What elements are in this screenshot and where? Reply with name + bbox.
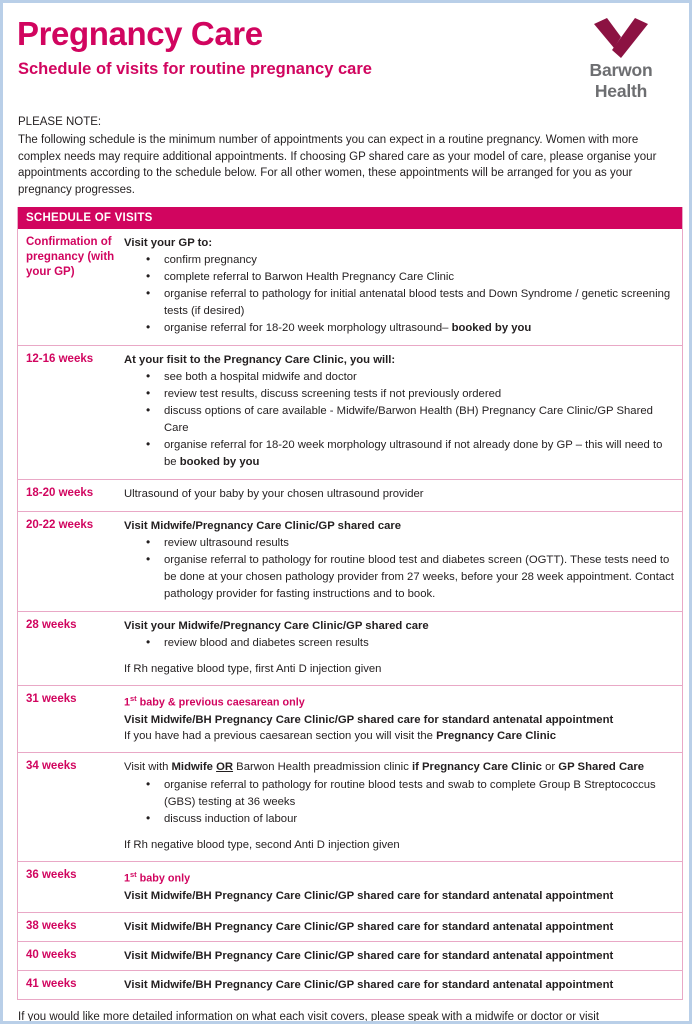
bullet-item: • discuss induction of labour xyxy=(164,811,674,828)
bullet-item: • organise referral to pathology for initial antenatal blood tests and Down Syndrome / genetic screening tests (if desired) xyxy=(164,286,674,320)
visit-description xyxy=(123,913,682,941)
bullet-item: • organise referral to pathology for routine blood test and diabetes screen (OGTT). These tests need to be done at your chosen pathology provider from 27 weeks, before your 28 week appointment. Contact pathology provider for fasting instructions and to book. xyxy=(164,552,674,603)
visit-description xyxy=(123,480,682,511)
footer-info-text: If you would like more detailed information on what each visit covers, please speak with a midwife or doctor or visit xyxy=(18,1010,600,1021)
row-trailing-text: If Rh negative blood type, first Anti D injection given xyxy=(124,662,382,675)
row-plain-text: Ultrasound of your baby by your chosen ultrasound provider xyxy=(124,488,424,500)
please-note-label: PLEASE NOTE: xyxy=(18,116,102,128)
logo-line-1: Barwon xyxy=(589,60,653,80)
row-bullet-list xyxy=(124,635,674,652)
row-lead-text: Visit your GP to: xyxy=(124,237,213,249)
table-row xyxy=(18,752,682,861)
week-label: 40 weeks xyxy=(26,948,77,961)
logo-line-2: Health xyxy=(594,81,648,101)
bullet-item: • review blood and diabetes screen results xyxy=(164,635,674,652)
document-header xyxy=(17,15,677,107)
bullet-item: • discuss options of care available - Midwife/Barwon Health (BH) Pregnancy Care Clinic/GP Shared Care xyxy=(164,403,674,437)
week-label: 34 weeks xyxy=(26,760,77,773)
row-lead-text: Visit with Midwife OR Barwon Health preadmission clinic if Pregnancy Care Clinic or GP Shared Care xyxy=(124,761,645,774)
schedule-table-body xyxy=(18,229,682,999)
table-row xyxy=(18,941,682,970)
row-lead-text: Visit Midwife/Pregnancy Care Clinic/GP shared care xyxy=(124,519,402,532)
row-bullet-list xyxy=(124,777,674,828)
barwon-health-logo xyxy=(569,17,673,101)
week-label: 28 weeks xyxy=(26,618,77,631)
row-bold-line: Visit Midwife/BH Pregnancy Care Clinic/GP shared care for standard antenatal appointment xyxy=(124,949,614,962)
table-row xyxy=(18,229,682,345)
visit-description xyxy=(123,942,682,970)
bullet-item: • organise referral for 18-20 week morphology ultrasound– booked by you xyxy=(164,320,674,337)
bullet-item: • organise referral for 18-20 week morphology ultrasound if not already done by GP – this will need to be booked by you xyxy=(164,437,674,471)
barwon-health-chevron-icon xyxy=(592,17,650,59)
table-row xyxy=(18,685,682,752)
visit-description xyxy=(123,686,682,752)
week-label: 31 weeks xyxy=(26,693,77,705)
week-label: Confirmation of pregnancy (with your GP) xyxy=(26,236,115,278)
table-row xyxy=(18,511,682,611)
table-row xyxy=(18,912,682,941)
row-bullet-list xyxy=(124,252,674,337)
page-title: Pregnancy Care xyxy=(17,15,263,52)
visit-description xyxy=(123,753,682,861)
document-footer xyxy=(17,1009,677,1021)
week-label: 12-16 weeks xyxy=(26,353,94,365)
row-trailing-text: If Rh negative blood type, second Anti D injection given xyxy=(124,838,400,851)
bullet-item: • organise referral to pathology for routine blood tests and swab to complete Group B Streptococcus (GBS) testing at 36 weeks xyxy=(164,777,674,811)
row-bold-line: Visit Midwife/BH Pregnancy Care Clinic/GP shared care for standard antenatal appointment xyxy=(124,920,614,933)
bullet-item: • review ultrasound results xyxy=(164,535,674,552)
week-label: 36 weeks xyxy=(26,869,77,882)
schedule-table-header: SCHEDULE OF VISITS xyxy=(18,207,682,229)
row-lead-text: Visit your Midwife/Pregnancy Care Clinic/GP shared care xyxy=(124,619,429,632)
table-row xyxy=(18,970,682,999)
bullet-item: • see both a hospital midwife and doctor xyxy=(164,369,674,386)
schedule-table xyxy=(17,207,683,1000)
visit-description xyxy=(123,971,682,999)
row-qualifier-note: 1st baby & previous caesarean only xyxy=(124,694,305,709)
row-bold-line: Visit Midwife/BH Pregnancy Care Clinic/GP shared care for standard antenatal appointment xyxy=(124,978,614,991)
bullet-item: • complete referral to Barwon Health Pregnancy Care Clinic xyxy=(164,269,674,286)
row-bold-line: Visit Midwife/BH Pregnancy Care Clinic/GP shared care for standard antenatal appointment xyxy=(124,889,614,902)
table-row xyxy=(18,611,682,686)
week-label: 38 weeks xyxy=(26,919,77,932)
week-label: 18-20 weeks xyxy=(26,487,94,499)
row-trailing-text: If you have had a previous caesarean section you will visit the Pregnancy Care Clinic xyxy=(124,729,557,742)
page-subtitle: Schedule of visits for routine pregnancy care xyxy=(18,60,372,78)
bullet-item: • confirm pregnancy xyxy=(164,252,674,269)
row-bullet-list xyxy=(124,535,674,603)
row-bullet-list xyxy=(124,369,674,471)
row-lead-text: At your fisit to the Pregnancy Care Clinic, you will: xyxy=(124,354,396,366)
row-qualifier-note: 1st baby only xyxy=(124,870,191,885)
visit-description xyxy=(123,229,682,345)
visit-description xyxy=(123,612,682,686)
visit-description xyxy=(123,512,682,611)
table-row xyxy=(18,345,682,479)
row-bold-line: Visit Midwife/BH Pregnancy Care Clinic/GP shared care for standard antenatal appointment xyxy=(124,713,614,726)
visit-description xyxy=(123,862,682,912)
week-label: 20-22 weeks xyxy=(26,518,94,531)
table-row xyxy=(18,861,682,912)
week-label: 41 weeks xyxy=(26,977,77,990)
visit-description xyxy=(123,346,682,479)
please-note-body: The following schedule is the minimum number of appointments you can expect in a routine pregnancy. Women with more complex needs may require additional appointments. If choosing GP shared care as your model of care, please organise your appointments according to the schedule below. For all other women, these appointments will be arranged for you as your pregnancy progresses. xyxy=(18,134,657,196)
table-row xyxy=(18,479,682,511)
bullet-item: • review test results, discuss screening tests if not previously ordered xyxy=(164,386,674,403)
